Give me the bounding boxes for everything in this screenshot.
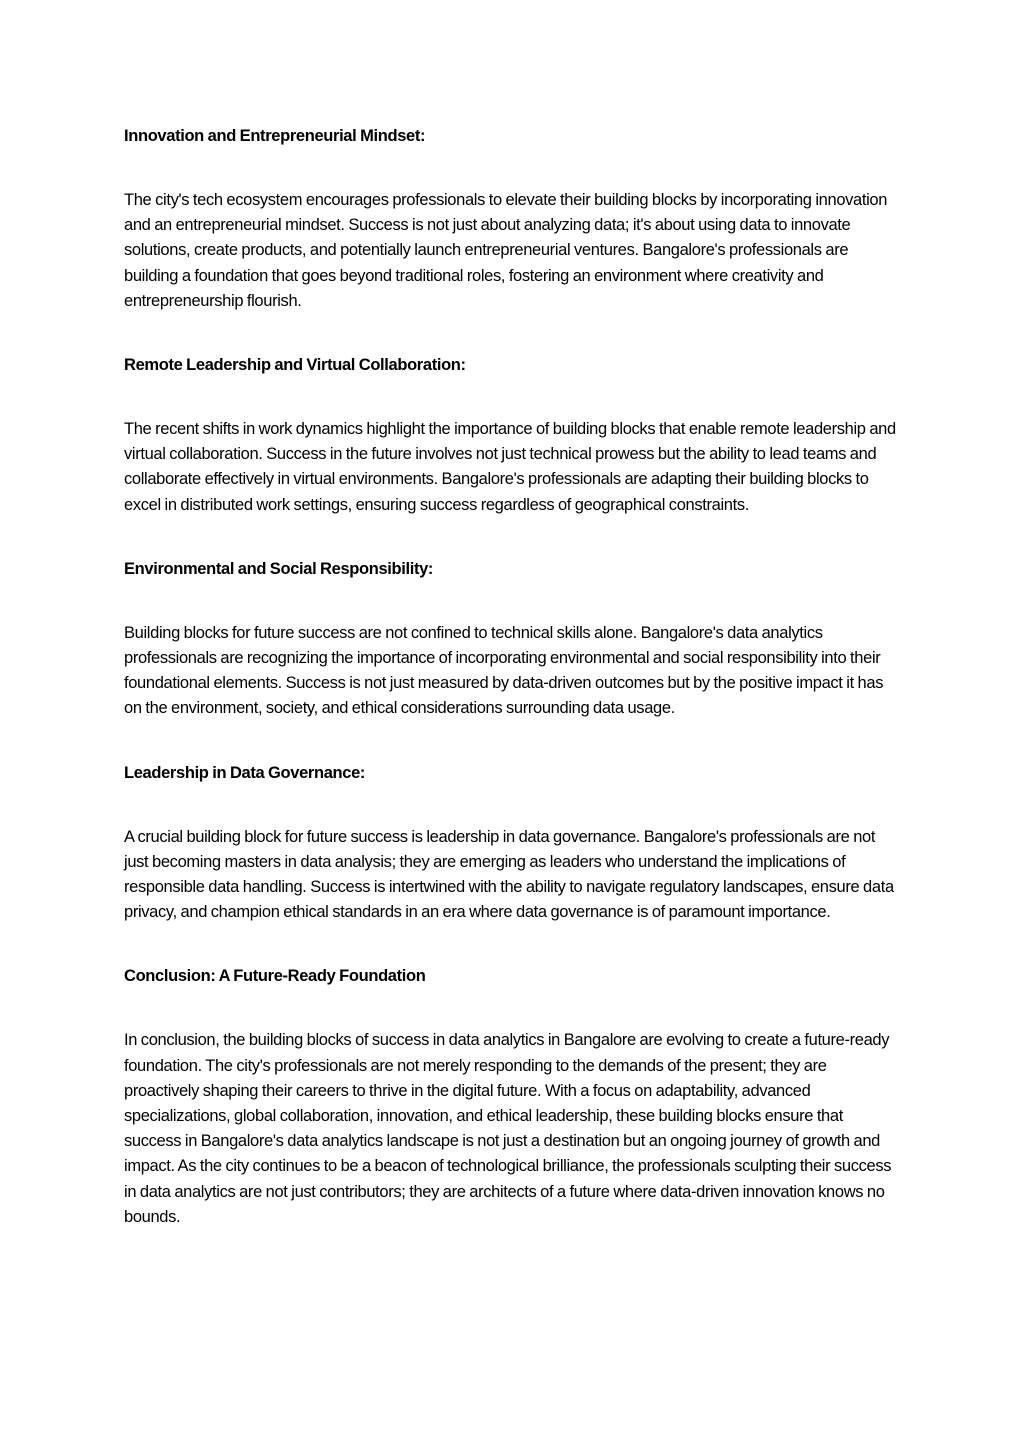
section-paragraph: A crucial building block for future success is leadership in data governance. Bangalore's professionals are not just becoming masters in data analysis; they are emerging as leaders who understand the implications of responsible data handling. Success is intertwined with the ability to navigate regulatory landscapes, ensure data privacy, and champion ethical standards in an era where data governance is of paramount importance.	[124, 827, 894, 922]
section-paragraph: The recent shifts in work dynamics highlight the importance of building blocks that enable remote leadership and virtual collaboration. Success in the future involves not just technical prowess but the ability to lead teams and collaborate effectively in virtual environments. Bangalore's professionals are adapting their building blocks to excel in distributed work settings, ensuring success regardless of geographical constraints.	[124, 420, 896, 514]
section-paragraph: The city's tech ecosystem encourages professionals to elevate their building blocks by incorporating innovation and an entrepreneurial mindset. Success is not just about analyzing data; it's about using data to innovate solutions, create products, and potentially launch entrepreneurial ventures. Bangalore's professionals are building a foundation that goes beyond traditional roles, fostering an environment where creativity and entrepreneurship flourish.	[124, 191, 888, 310]
document-page	[124, 112, 899, 1269]
section-environmental	[124, 557, 899, 722]
section-heading: Leadership in Data Governance:	[124, 763, 366, 782]
section-heading: Conclusion: A Future-Ready Foundation	[124, 967, 426, 986]
section-heading: Remote Leadership and Virtual Collaboration:	[124, 356, 466, 375]
section-heading: Environmental and Social Responsibility:	[124, 559, 434, 578]
section-paragraph: Building blocks for future success are not confined to technical skills alone. Bangalore's data analytics professionals are recognizing the importance of incorporating environmental and social responsibility into their foundational elements. Success is not just measured by data-driven outcomes but by the positive impact it has on the environment, society, and ethical considerations surrounding data usage.	[124, 623, 884, 718]
section-heading: Innovation and Entrepreneurial Mindset:	[124, 127, 426, 145]
section-paragraph: In conclusion, the building blocks of success in data analytics in Bangalore are evolving to create a future-ready foundation. The city's professionals are not merely responding to the demands of the present; they are proactively shaping their careers to thrive in the digital future. With a focus on adaptability, advanced specializations, global collaboration, innovation, and ethical leadership, these building blocks ensure that success in Bangalore's data analytics landscape is not just a destination but an ongoing journey of growth and impact. As the city continues to be a beacon of technological brilliance, the professionals sculpting their success in data analytics are not just contributors; they are architects of a future where data-driven innovation knows no bounds.	[124, 1031, 892, 1226]
section-innovation	[124, 124, 899, 314]
section-data-governance	[124, 761, 899, 926]
section-remote-leadership	[124, 353, 899, 518]
section-conclusion	[124, 964, 899, 1230]
